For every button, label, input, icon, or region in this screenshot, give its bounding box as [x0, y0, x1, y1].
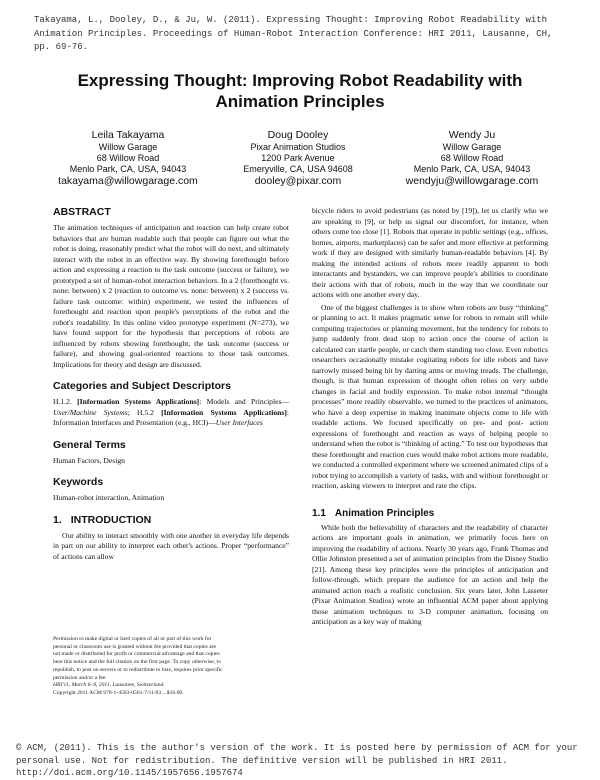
permission-line: republish, to post on servers or to redistribute to lists, requires prior specific — [53, 666, 223, 673]
author-city: Menlo Park, CA, USA, 94043 — [413, 164, 531, 174]
permission-line: permission and/or a fee. — [53, 674, 107, 681]
permission-notice — [53, 636, 289, 698]
author-name: Doug Dooley — [267, 129, 329, 141]
subsection-heading — [312, 508, 548, 520]
keywords-text: Human-robot interaction, Animation — [53, 493, 165, 502]
author-city: Menlo Park, CA, USA, 94043 — [69, 164, 187, 174]
permission-line: not made or distributed for profit or commercial advantage and that copies — [53, 651, 220, 658]
author-name: Leila Takayama — [91, 129, 165, 141]
body-paragraph: While both the believability of characters and the readability of character actions are important goals in animation, we primarily focus here on improving the readability of actions. Nearly 30 years ago, Frank Thomas and Ollie Johnston presented a set of animation principles from the Disney Studio [21]. Among these key principles were the principles of anticipation and follow-through, which prepare the audience for an action and help the animated action reach a realistic conclusion. Six years later, John Lasseter (Pixar Animation Studios) wrote an influential ACM paper about applying those animation techniques to 3-D computer animation, focusing on anticipation as a key way of making — [312, 522, 548, 626]
right-column — [312, 206, 548, 630]
author-street: 68 Willow Road — [440, 153, 504, 163]
subsection-title: Animation Principles — [334, 507, 435, 519]
footer-line: personal use. Not for redistribution. The definitive version will be published in HRI 2011. — [16, 755, 508, 766]
general-terms-text: Human Factors, Design — [53, 455, 125, 465]
author-city: Emeryville, CA, USA 94608 — [243, 164, 353, 174]
author-block-takayama — [38, 129, 218, 187]
categories-heading: Categories and Subject Descriptors — [53, 380, 231, 392]
introduction-section — [53, 514, 289, 563]
category-text: : Models and Principles— — [199, 397, 290, 406]
author-street: 68 Willow Road — [96, 153, 160, 163]
title-line: Animation Principles — [215, 92, 385, 111]
permission-line: HRI'11, March 6–9, 2011, Lausanne, Switzerland. — [53, 682, 165, 689]
body-paragraph: One of the biggest challenges is to show when robots are busy “thinking” or planning to act. It makes pragmatic sense for robots to remain still while computing trajectories or planning movement, but the tendency for robots to jump suddenly from dead stop to action once the course of action is calculated can startle people, or catch them standing too close. Even robotics researchers occasionally mistake cogitating robots for idle robots and have narrowly missed being hit by darting arms or moving treads. The challenge, though, is that human expression of thought often relies on very subtle changes in facial and bodily expression. To make robot internal “thought processes” more readily observable, we turned to the practices of animators, who have a deep expertise in making inanimate objects come to life with readable actions. We focused specifically on pre- and post- action expressions of forethought and reaction as ways of helping people to understand when the robot is “thinking of acting.” To test our hypotheses that these forethought and reaction cues would make robot actions more readable, we conducted a controlled experiment where we screened animated clips of a robot trying to accomplish a variety of tasks, with and without forethought or reaction, asking viewers to interpret and rate the clips. — [312, 302, 548, 490]
footer-doi-link[interactable]: http://doi.acm.org/10.1145/1957656.1957674 — [16, 768, 243, 778]
category-italic: User/Machine Systems — [53, 407, 128, 417]
permission-line: bear this notice and the full citation on the first page. To copy otherwise, to — [53, 659, 221, 666]
category-code: H.1.2. — [53, 397, 72, 406]
author-block-dooley — [208, 129, 388, 187]
permission-line: personal or classroom use is granted without fee provided that copies are — [53, 643, 216, 650]
category-bold: [Information Systems Applications] — [77, 397, 200, 406]
category-text: : Information Interfaces and Presentation (e.g., HCI)— — [53, 407, 289, 427]
abstract-text: The animation techniques of anticipation and reaction can help create robot behaviors that are human readable such that people can figure out what the robot is doing, reasonably predict what the robot will do next, and ultimately interact with the robot in an effective way. By showing forethought before action and expressing a reaction to the task outcome (success or failure), we prototyped a set of human-robot interaction behaviors. In a 2 (forethought vs. none: between) x 2 (reaction to outcome vs. none: between) x 2 (success vs. failure task outcome: within) experiment, we tested the influences of forethought and reaction upon people's perceptions of the robot and the robot's readability. In this online video prototype experiment (N=273), we have found support for the hypothesis that perceptions of robots are influenced by robots showing forethought, the task outcome (success or failure), and showing goal-oriented reactions to those task outcomes. Implications for theory and design are discussed. — [53, 223, 289, 369]
author-affiliation: Willow Garage — [98, 142, 158, 152]
introduction-text: Our ability to interact smoothly with one another in everyday life depends in part on our ability to interpret each other's actions. Proper “performance” of actions can allow — [53, 530, 289, 561]
category-italic: User Interfaces — [215, 418, 263, 427]
author-block-ju — [382, 129, 562, 187]
author-affiliation: Pixar Animation Studios — [250, 142, 346, 152]
abstract-section — [53, 206, 289, 370]
general-terms-heading: General Terms — [53, 438, 126, 451]
body-paragraph: bicycle riders to avoid pedestrians (as noted by [19]), let us clarify who we are speaking to [9], or help us signal our discomfort, for instance, when others come too close [1]. Robots that operate in public settings (e.g., offices, homes, airports, marketplaces) can be safer and more effective at performing work if they are designed with similarly human-readable behaviors [4]. By making the intended actions of robots more readily apparent to both interactants and bystanders, we can improve people's abilities to coordinate their actions with that of robots, much in the way that we coordinate our actions with one another every day. — [312, 206, 548, 299]
author-email: wendyju@willowgarage.com — [405, 175, 539, 187]
section-title: INTRODUCTION — [70, 513, 152, 526]
introduction-heading — [53, 514, 289, 527]
section-number: 1. — [53, 513, 62, 526]
left-column — [53, 206, 289, 572]
category-code: ; H.5.2 — [127, 407, 154, 417]
footer-line: © ACM, (2011). This is the author's version of the work. It is posted here by permission of ACM for your — [16, 743, 578, 753]
author-name: Wendy Ju — [448, 129, 496, 141]
permission-line: Permission to make digital or hard copies of all or part of this work for — [53, 636, 212, 642]
citation-line: Animation Principles. Proceedings of Human-Robot Interaction Conference: HRI 2011, Lausanne, CH, — [34, 28, 553, 39]
abstract-heading: ABSTRACT — [53, 206, 111, 218]
citation-header — [34, 14, 574, 55]
copyright-footer — [16, 742, 596, 780]
general-terms-section — [53, 439, 289, 467]
category-bold: [Information Systems Applications] — [161, 407, 287, 417]
citation-line: Takayama, L., Dooley, D., & Ju, W. (2011). Expressing Thought: Improving Robot Readability with — [34, 15, 548, 25]
permission-line: Copyright 2011 ACM 978-1-4503-0561-7/11/03 ...$10.00. — [53, 689, 184, 696]
author-street: 1200 Park Avenue — [261, 153, 335, 163]
author-email: takayama@willowgarage.com — [58, 175, 198, 187]
title-line: Expressing Thought: Improving Robot Readability with — [77, 71, 523, 90]
author-affiliation: Willow Garage — [442, 142, 502, 152]
categories-text — [53, 397, 289, 429]
keywords-heading: Keywords — [53, 476, 104, 488]
paper-title — [30, 70, 570, 112]
categories-section — [53, 380, 289, 429]
subsection-number: 1.1 — [312, 507, 326, 519]
citation-line: pp. 69-76. — [34, 42, 89, 52]
author-email: dooley@pixar.com — [254, 175, 342, 187]
keywords-section — [53, 476, 289, 504]
